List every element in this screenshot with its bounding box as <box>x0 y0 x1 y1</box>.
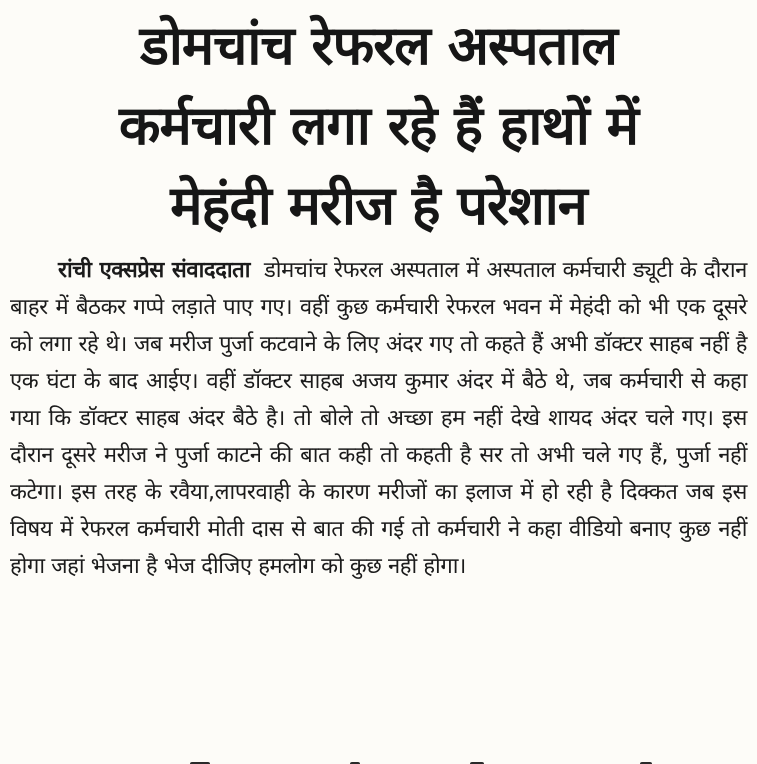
headline-line-2: कर्मचारी लगा रहे हैं हाथों में <box>119 94 638 157</box>
headline-line-1: डोमचांच रेफरल अस्पताल <box>139 14 618 77</box>
headline-line-3: मेहंदी मरीज है परेशान <box>170 174 587 237</box>
article-body <box>0 246 757 585</box>
byline: रांची एक्सप्रेस संवाददाता <box>58 258 251 283</box>
headline <box>0 0 757 246</box>
article-text: डोमचांच रेफरल अस्पताल में अस्पताल कर्मचारी ड्यूटी के दौरान बाहर में बैठकर गप्पे लड़ाते पाए गए। वहीं कुछ कर्मचारी रेफरल भवन में मेहंदी को भी एक दूसरे को लगा रहे थे। जब मरीज पुर्जा कटवाने के लिए अंदर गए तो कहते हैं अभी डॉक्टर साहब नहीं है एक घंटा के बाद आईए। वहीं डॉक्टर साहब अजय कुमार अंदर में बैठे थे, जब कर्मचारी से कहा गया कि डॉक्टर साहब अंदर बैठे है। तो बोले तो अच्छा हम नहीं देखे शायद अंदर चले गए। इस दौरान दूसरे मरीज ने पुर्जा काटने की बात कही तो कहती है सर तो अभी चले गए हैं, पुर्जा नहीं कटेगा। इस तरह के रवैया,लापरवाही के कारण मरीजों का इलाज में हो रही है दिक्कत जब इस विषय में रेफरल कर्मचारी मोती दास से बात की गई तो कर्मचारी ने कहा वीडियो बनाए कुछ नहीं होगा जहां भेजना है भेज दीजिए हमलोग को कुछ नहीं होगा। <box>10 258 747 579</box>
